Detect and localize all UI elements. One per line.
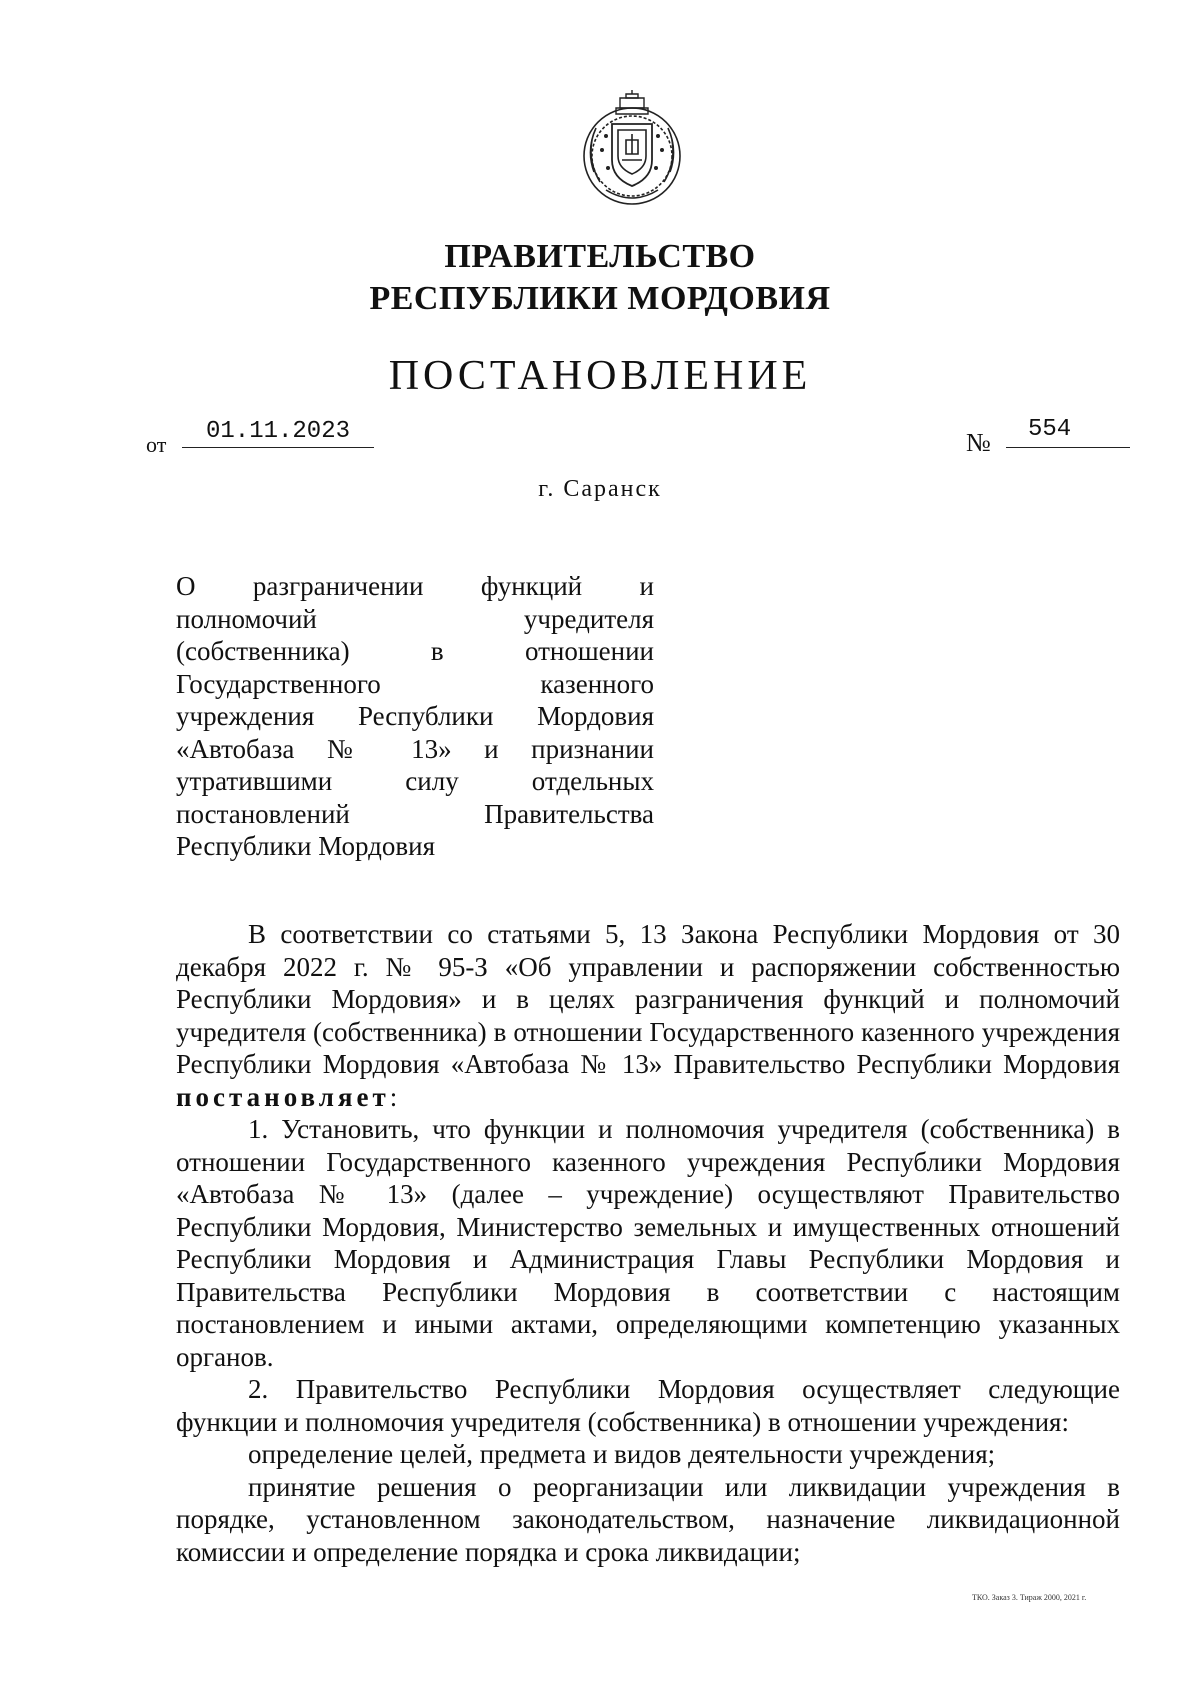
subject-line: Государственного казенного <box>176 668 654 699</box>
document-subject <box>176 570 654 863</box>
document-type-heading: ПОСТАНОВЛЕНИЕ <box>388 353 812 399</box>
print-info-footer: ТКО. Заказ 3. Тираж 2000, 2021 г. <box>972 1593 1087 1602</box>
organization-title-line-2: РЕСПУБЛИКИ МОРДОВИЯ <box>369 280 831 317</box>
body-paragraph-2: 2. Правительство Республики Мордовия осуществляет следующие функции и полномочия учредителя (собственника) в отношении учреждения: <box>176 1374 1120 1437</box>
subject-line: учреждения Республики Мордовия <box>176 701 654 731</box>
body-paragraph-1: 1. Установить, что функции и полномочия учредителя (собственника) в отношении Государственного казенного учреждения Республики Мордовия «Автобаза № 13» (далее – учреждение) осуществляют Правительство Республики Мордовия, Министерство земельных и имущественных отношений Республики Мордовия и Администрация Главы Республики Мордовия и Правительства Республики Мордовия в соответствии с настоящим постановлением и иными актами, определяющими компетенцию указанных органов. <box>176 1114 1120 1372</box>
subject-line: Республики Мордовия <box>176 831 436 861</box>
body-paragraph-3: определение целей, предмета и видов деятельности учреждения; <box>248 1439 996 1469</box>
subject-line: утратившими силу отдельных <box>176 766 654 796</box>
body-paragraph-intro <box>176 918 1120 1113</box>
subject-line: (собственника) в отношении <box>176 636 654 666</box>
subject-line: О разграничении функций и <box>176 571 654 601</box>
subject-line: постановлений Правительства <box>176 798 654 829</box>
subject-line: «Автобаза № 13» и признании <box>176 733 654 764</box>
document-date: 01.11.2023 <box>182 418 374 448</box>
date-number-row <box>0 418 1200 458</box>
number-label: № <box>966 428 991 457</box>
subject-line: полномочий учредителя <box>176 603 654 634</box>
document-number: 554 <box>1006 416 1130 448</box>
city-line: г. Саранск <box>538 476 662 502</box>
decree-word: постановляет <box>176 1081 390 1112</box>
intro-text: В соответствии со статьями 5, 13 Закона Республики Мордовия от 30 декабря 2022 г. № 95-З «Об управлении и распоряжении собственностью Республики Мордовия» и в целях разграничения функций и полномочий учредителя (собственника) в отношении Государственного казенного учреждения Республики Мордовия «Автобаза № 13» Правительство Республики Мордовия <box>176 919 1120 1079</box>
body-paragraph-4: принятие решения о реорганизации или ликвидации учреждения в порядке, установленном законодательством, назначение ликвидационной комиссии и определение порядка и срока ликвидации; <box>176 1471 1120 1567</box>
decree-colon: : <box>389 1081 398 1112</box>
document-body <box>176 918 1120 1568</box>
from-label: от <box>146 432 167 457</box>
coat-of-arms-emblem-icon <box>576 90 688 210</box>
organization-title-line-1: ПРАВИТЕЛЬСТВО <box>444 238 756 275</box>
